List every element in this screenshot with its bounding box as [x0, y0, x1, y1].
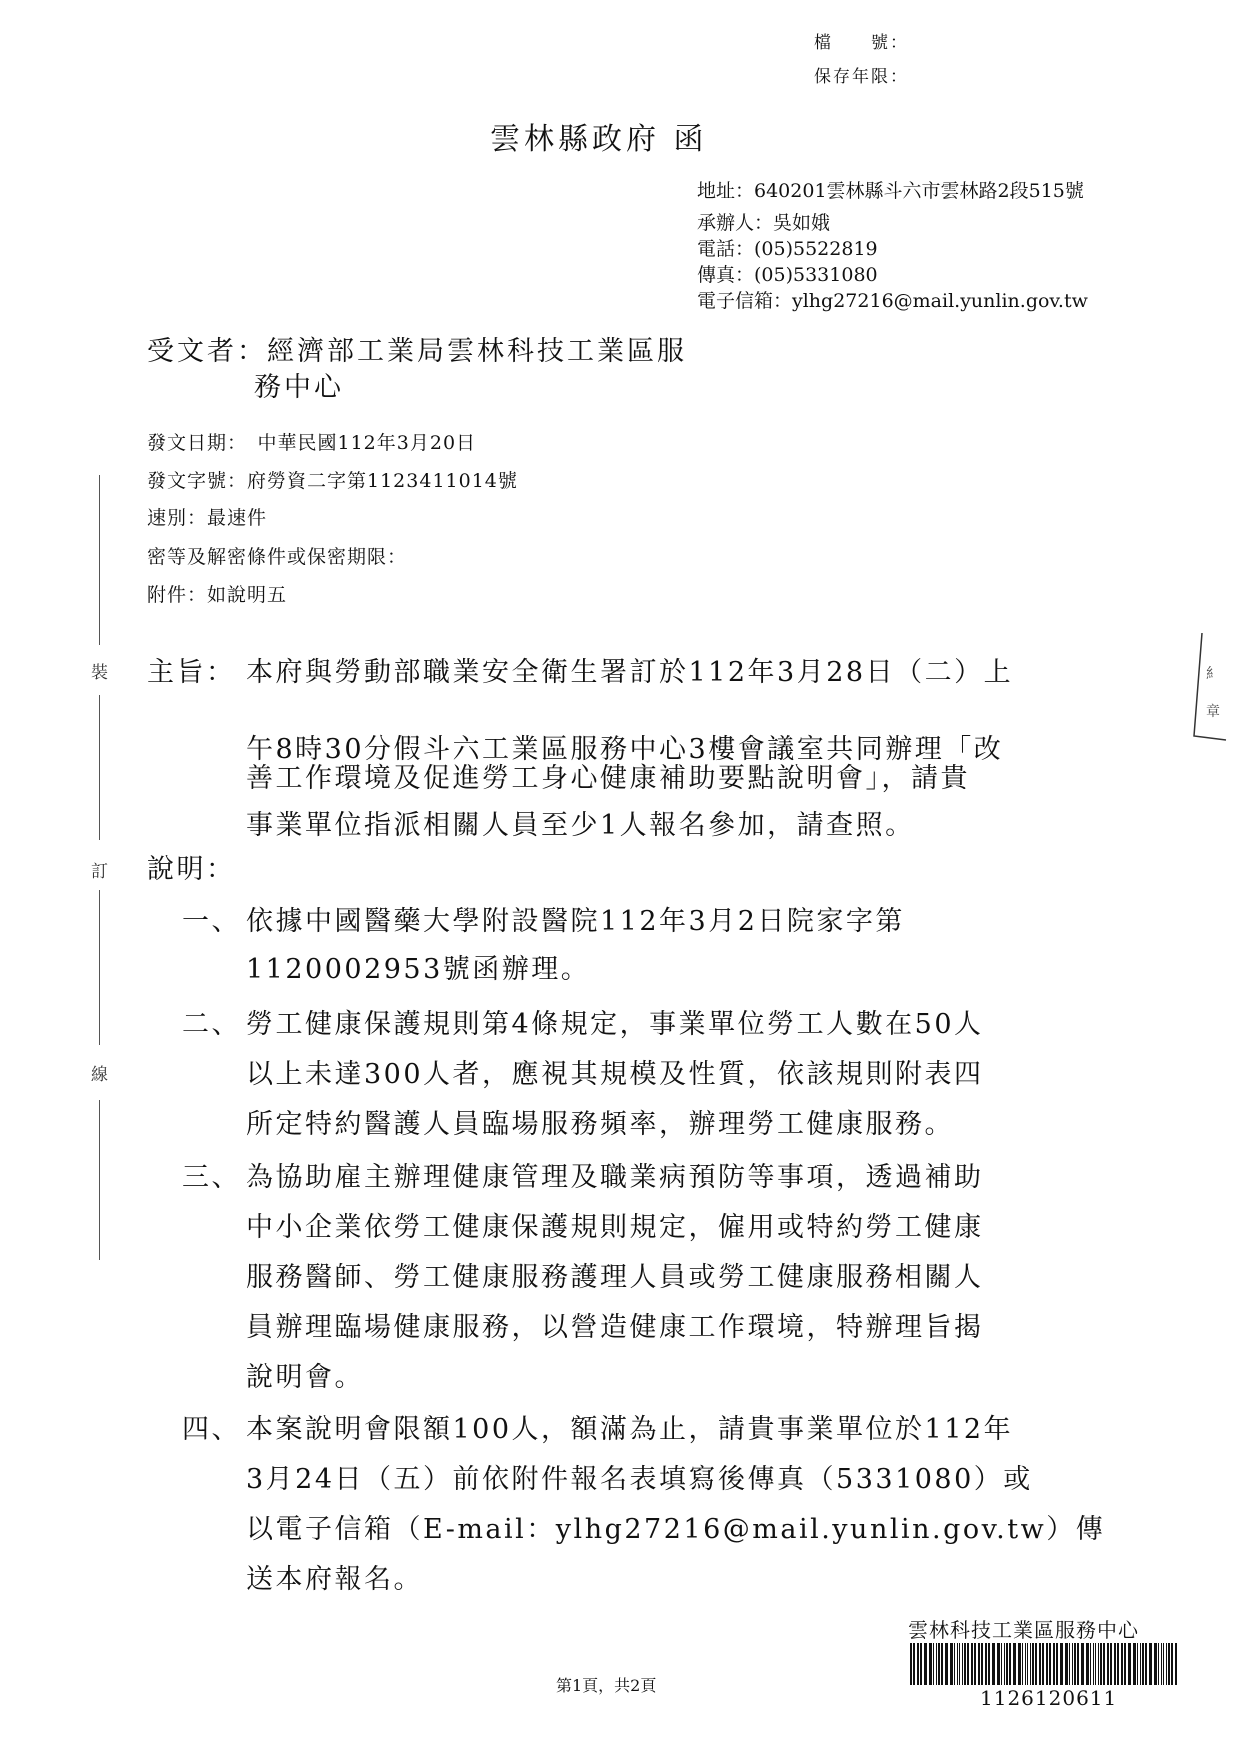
- issue-date: 發文日期： 中華民國112年3月20日: [147, 432, 477, 454]
- item-line: 本案說明會限額100人，額滿為止，請貴事業單位於112年: [246, 1414, 1014, 1445]
- item-line: 員辦理臨場健康服務，以營造健康工作環境，特辦理旨揭: [246, 1312, 984, 1343]
- subject-label: 主旨：: [147, 657, 236, 688]
- svg-text:糹: 糹: [1206, 666, 1220, 682]
- speed-category: 速別：最速件: [147, 507, 268, 529]
- item-marker: 一、: [182, 906, 241, 937]
- item-line: 說明會。: [246, 1362, 364, 1393]
- item-line: 3月24日（五）前依附件報名表填寫後傳真（5331080）或: [246, 1464, 1033, 1495]
- item-marker: 三、: [182, 1162, 241, 1193]
- file-number-label: 檔 號：: [814, 33, 909, 53]
- item-marker: 二、: [182, 1009, 241, 1040]
- contact-block: [697, 178, 1088, 314]
- retention-period-label: 保存年限：: [814, 67, 909, 87]
- document-number: 發文字號：府勞資二字第1123411014號: [147, 470, 518, 492]
- subject-line: 本府與勞動部職業安全衛生署訂於112年3月28日（二）上: [246, 657, 1014, 688]
- binding-mark-zhuang: 裝: [91, 663, 108, 683]
- barcode: [908, 1643, 1180, 1685]
- item-line: 服務醫師、勞工健康服務護理人員或勞工健康服務相關人: [246, 1262, 984, 1293]
- page-number: 第1頁，共2頁: [556, 1676, 657, 1695]
- binding-line-bottom: [99, 1100, 100, 1260]
- address: 地址：640201雲林縣斗六市雲林路2段515號: [697, 180, 1084, 202]
- item-line: 1120002953號函辦理。: [246, 954, 591, 985]
- item-line: 以電子信箱（E-mail：ylhg27216@mail.yunlin.gov.tw）傳: [246, 1514, 1106, 1545]
- svg-text:章: 章: [1206, 704, 1220, 720]
- partial-seal-mark: [1188, 628, 1228, 748]
- secrecy-level: 密等及解密條件或保密期限：: [147, 546, 408, 568]
- document-title: 雲林縣政府 函: [490, 122, 708, 157]
- item-line: 以上未達300人者，應視其規模及性質，依該規則附表四: [246, 1059, 984, 1090]
- binding-line-lower: [99, 890, 100, 1045]
- item-line: 為協助雇主辦理健康管理及職業病預防等事項，透過補助: [246, 1162, 984, 1193]
- subject-line: 午8時30分假斗六工業區服務中心3樓會議室共同辦理「改: [246, 734, 1004, 765]
- binding-mark-xian: 線: [91, 1065, 108, 1085]
- subject-line: 善工作環境及促進勞工身心健康補助要點說明會」，請貴: [246, 763, 970, 794]
- email: 電子信箱：ylhg27216@mail.yunlin.gov.tw: [697, 290, 1088, 312]
- item-marker: 四、: [182, 1414, 241, 1445]
- receiver-stamp-name: 雲林科技工業區服務中心: [908, 1618, 1139, 1642]
- explanation-label: 說明：: [147, 854, 236, 885]
- recipient-line-1: 受文者：經濟部工業局雲林科技工業區服: [147, 336, 687, 367]
- subject-line: 事業單位指派相關人員至少1人報名參加，請查照。: [246, 810, 915, 841]
- item-line: 所定特約醫護人員臨場服務頻率，辦理勞工健康服務。: [246, 1109, 954, 1140]
- barcode-number: 1126120611: [980, 1686, 1118, 1710]
- attachment: 附件：如說明五: [147, 584, 288, 606]
- binding-line-top: [99, 475, 100, 645]
- recipient-line-2: 務中心: [254, 372, 344, 403]
- fax: 傳真：(05)5331080: [697, 264, 878, 286]
- item-line: 勞工健康保護規則第4條規定，事業單位勞工人數在50人: [246, 1009, 984, 1040]
- binding-mark-ding: 訂: [91, 862, 108, 882]
- item-line: 中小企業依勞工健康保護規則規定，僱用或特約勞工健康: [246, 1212, 984, 1243]
- handler: 承辦人：吳如娥: [697, 212, 831, 234]
- item-line: 依據中國醫藥大學附設醫院112年3月2日院家字第: [246, 906, 905, 937]
- item-line: 送本府報名。: [246, 1564, 423, 1595]
- phone: 電話：(05)5522819: [697, 238, 878, 260]
- binding-line-mid: [99, 695, 100, 840]
